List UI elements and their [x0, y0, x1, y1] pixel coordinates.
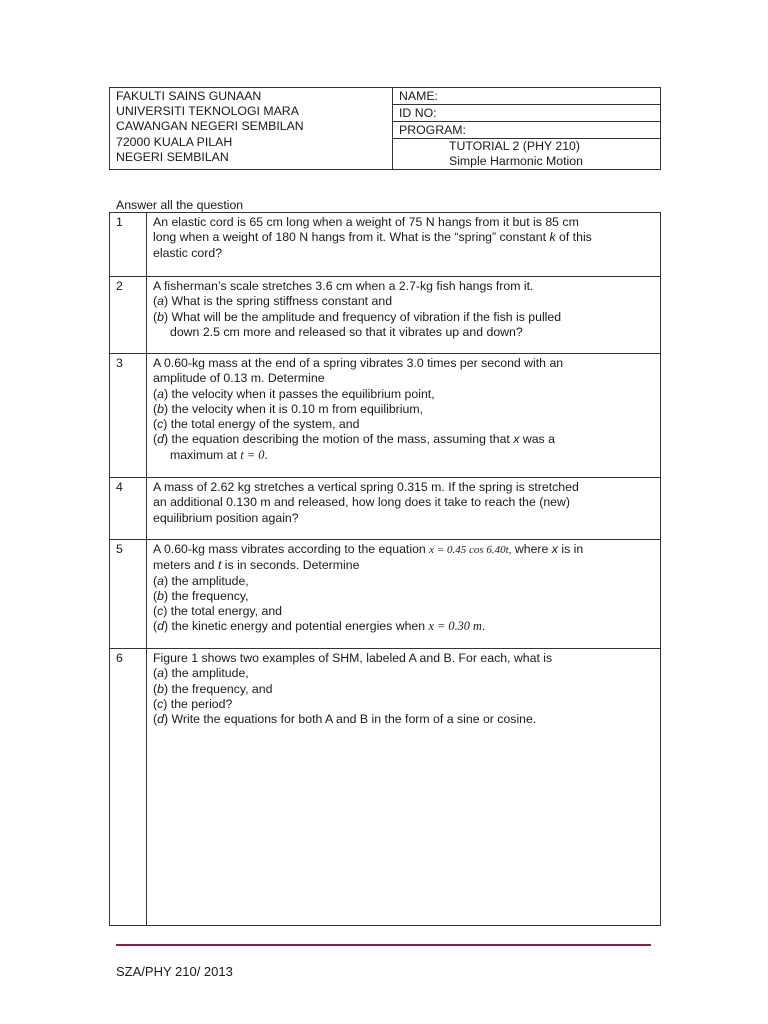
faculty-line: FAKULTI SAINS GUNAAN [116, 89, 262, 103]
question-row-6 [110, 649, 661, 926]
text-line: down 2.5 cm more and released so that it vibrates up and down? [170, 324, 523, 339]
part-b: (b) the frequency, and [153, 681, 273, 696]
text-line: meters and t is in seconds. Determine [153, 558, 360, 573]
math-expression: x = 0.30 m [428, 619, 482, 634]
text-line: A 0.60-kg mass at the end of a spring vibrates 3.0 times per second with an [153, 356, 564, 370]
part-c: (c) the total energy, and [153, 604, 282, 619]
question-row-4 [110, 478, 661, 540]
part-d: (d) the kinetic energy and potential energies when x = 0.30 m. [153, 619, 486, 634]
question-row-5 [110, 540, 661, 649]
name-field: NAME: [393, 88, 660, 105]
question-text [147, 213, 661, 277]
question-number: 2 [110, 277, 147, 354]
tutorial-title: TUTORIAL 2 (PHY 210) [449, 139, 580, 153]
part-b: (b) the frequency, [153, 588, 249, 603]
program-field: PROGRAM: [393, 122, 660, 139]
header-table [109, 87, 661, 170]
text-line: amplitude of 0.13 m. Determine [153, 371, 325, 386]
tutorial-heading [393, 139, 660, 169]
math-expression: t = 0 [240, 447, 265, 462]
question-text [147, 354, 661, 478]
campus-line: CAWANGAN NEGERI SEMBILAN [116, 119, 304, 134]
question-row-1 [110, 213, 661, 277]
text-line: an additional 0.130 m and released, how long does it take to reach the (new) [153, 495, 570, 510]
equation: x = 0.45 cos 6.40t, [429, 544, 512, 556]
part-a: (a) the amplitude, [153, 573, 249, 588]
question-text [147, 478, 661, 540]
part-d-cont: maximum at t = 0. [170, 447, 268, 462]
id-field: ID NO: [393, 105, 660, 122]
text-line: A 0.60-kg mass vibrates according to the equation x = 0.45 cos 6.40t, where x is in [153, 542, 584, 556]
text-line: equilibrium position again? [153, 510, 299, 525]
tutorial-subtitle: Simple Harmonic Motion [449, 154, 583, 168]
part-c: (c) the period? [153, 696, 233, 711]
part-d: (d) Write the equations for both A and B in the form of a sine or cosine. [153, 712, 537, 727]
question-number: 1 [110, 213, 147, 277]
part-b: (b) the velocity when it is 0.10 m from equilibrium, [153, 401, 423, 416]
footer-code: SZA/PHY 210/ 2013 [116, 964, 233, 979]
text-line: Figure 1 shows two examples of SHM, labeled A and B. For each, what is [153, 651, 553, 665]
question-number: 5 [110, 540, 147, 649]
question-text [147, 277, 661, 354]
question-number: 6 [110, 649, 147, 926]
questions-table [109, 212, 661, 926]
state-line: NEGERI SEMBILAN [116, 149, 229, 164]
student-info [393, 88, 661, 170]
part-a: (a) the velocity when it passes the equilibrium point, [153, 386, 435, 401]
text-line: A fisherman’s scale stretches 3.6 cm when a 2.7-kg fish hangs from it. [153, 279, 534, 293]
question-number: 4 [110, 478, 147, 540]
university-line: UNIVERSITI TEKNOLOGI MARA [116, 104, 299, 119]
question-row-3 [110, 354, 661, 478]
postcode-line: 72000 KUALA PILAH [116, 134, 233, 149]
text-line: long when a weight of 180 N hangs from it. What is the “spring” constant k of this [153, 230, 592, 245]
part-d: (d) the equation describing the motion of the mass, assuming that x was a [153, 432, 555, 447]
faculty-info [110, 88, 393, 170]
question-number: 3 [110, 354, 147, 478]
part-b: (b) What will be the amplitude and frequency of vibration if the fish is pulled [153, 309, 562, 324]
text-line: elastic cord? [153, 245, 223, 260]
part-a: (a) the amplitude, [153, 666, 249, 681]
text-line: A mass of 2.62 kg stretches a vertical spring 0.315 m. If the spring is stretched [153, 480, 579, 494]
part-c: (c) the total energy of the system, and [153, 417, 360, 432]
question-row-2 [110, 277, 661, 354]
footer-divider [116, 944, 651, 946]
question-text [147, 649, 661, 926]
part-a: (a) What is the spring stiffness constant and [153, 294, 393, 309]
instructions: Answer all the question [116, 198, 244, 212]
question-text [147, 540, 661, 649]
text-line: An elastic cord is 65 cm long when a weight of 75 N hangs from it but is 85 cm [153, 215, 579, 229]
